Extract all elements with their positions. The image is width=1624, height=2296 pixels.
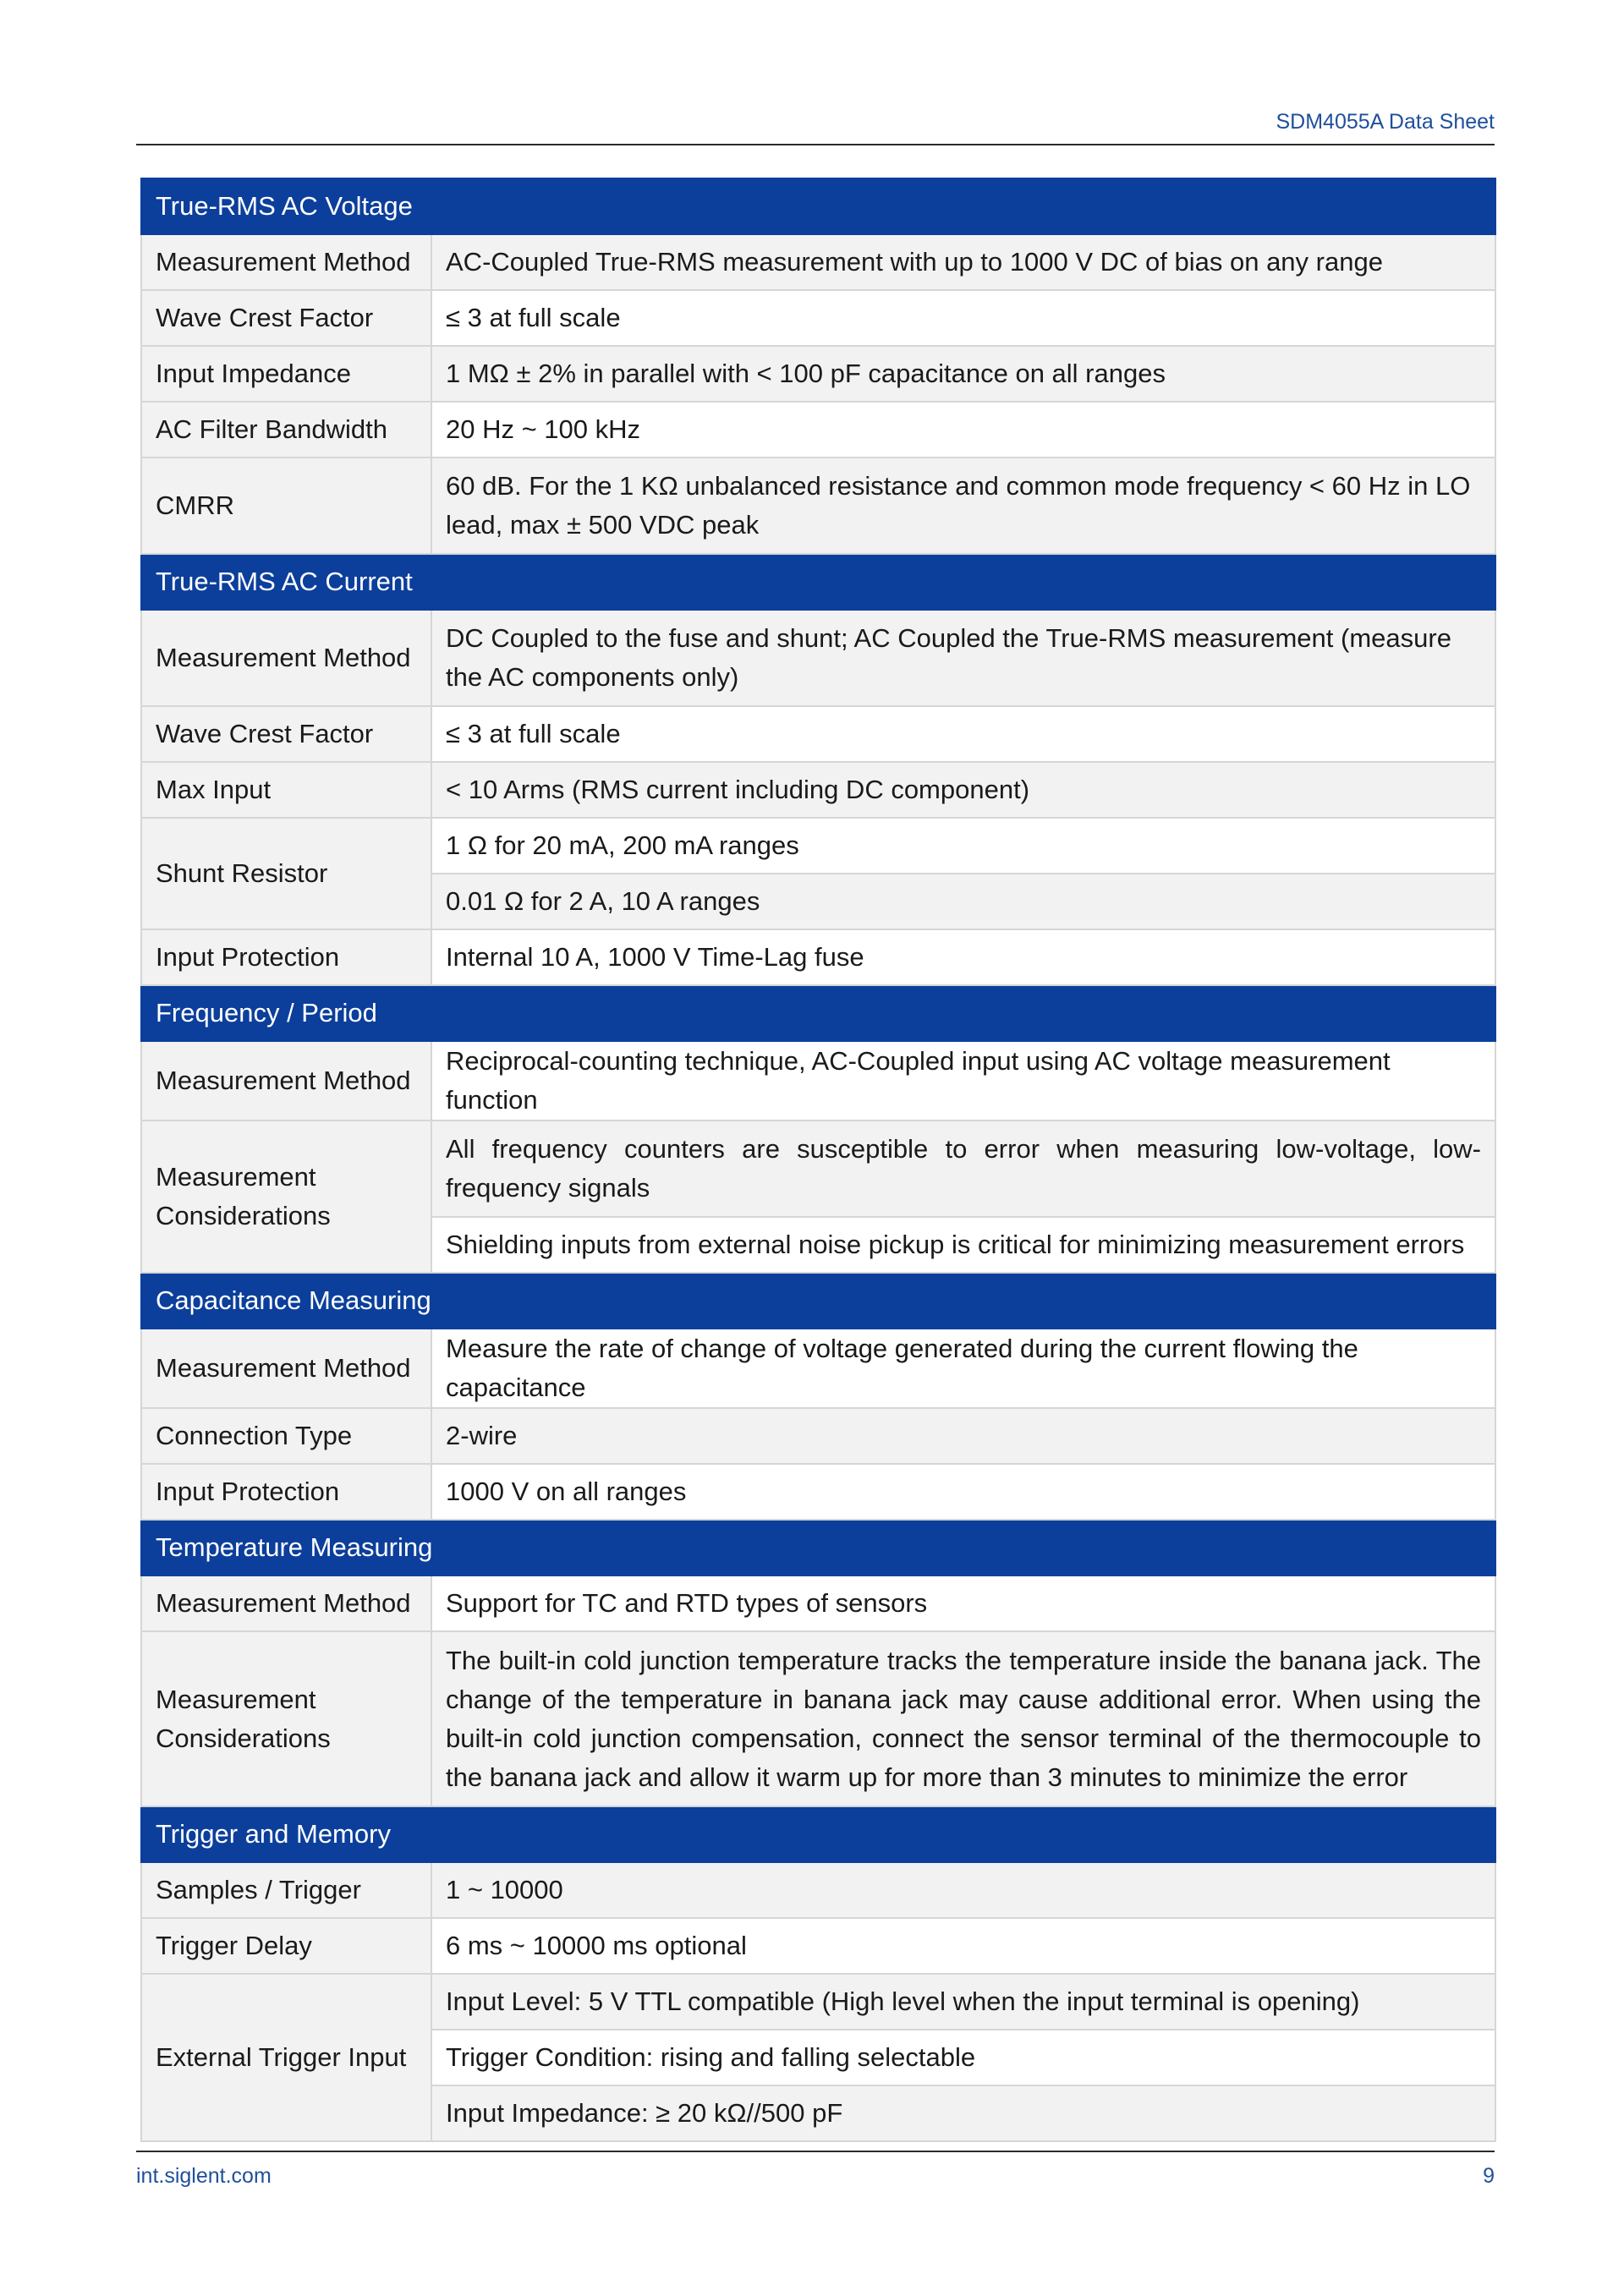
section-header [141, 178, 1495, 234]
page-header [136, 103, 1495, 145]
row-label: Input Protection [141, 929, 431, 985]
section-header [141, 554, 1495, 610]
section-title: Frequency / Period [141, 985, 1495, 1041]
table-row [141, 1329, 1495, 1408]
row-value: Trigger Condition: rising and falling selectable [431, 2030, 1495, 2085]
row-label: Measurement Considerations [141, 1121, 431, 1273]
row-value: Input Level: 5 V TTL compatible (High level when the input terminal is opening) [431, 1974, 1495, 2030]
row-value: 20 Hz ~ 100 kHz [431, 402, 1495, 458]
row-value: 1 MΩ ± 2% in parallel with < 100 pF capacitance on all ranges [431, 346, 1495, 402]
row-label: Connection Type [141, 1408, 431, 1464]
row-label: External Trigger Input [141, 1974, 431, 2141]
row-label: Input Protection [141, 1464, 431, 1520]
row-label: Max Input [141, 762, 431, 818]
row-value: 60 dB. For the 1 KΩ unbalanced resistance and common mode frequency < 60 Hz in LO lead, max ± 500 VDC peak [431, 458, 1495, 554]
row-value: All frequency counters are susceptible to error when measuring low-voltage, low-frequency signals [431, 1121, 1495, 1217]
row-value: Shielding inputs from external noise pickup is critical for minimizing measurement errors [431, 1217, 1495, 1273]
row-label: CMRR [141, 458, 431, 554]
row-label: Measurement Method [141, 1329, 431, 1408]
table-row [141, 458, 1495, 554]
row-label: Measurement Considerations [141, 1631, 431, 1806]
row-label: Wave Crest Factor [141, 290, 431, 346]
row-value: 6 ms ~ 10000 ms optional [431, 1918, 1495, 1974]
table-row [141, 1464, 1495, 1520]
row-value: Internal 10 A, 1000 V Time-Lag fuse [431, 929, 1495, 985]
row-label: Measurement Method [141, 1041, 431, 1121]
row-value: Support for TC and RTD types of sensors [431, 1575, 1495, 1631]
page-number: 9 [1483, 2164, 1495, 2188]
table-row [141, 610, 1495, 706]
section-title: Temperature Measuring [141, 1520, 1495, 1575]
row-value: ≤ 3 at full scale [431, 290, 1495, 346]
row-value: Measure the rate of change of voltage generated during the current flowing the capacitance [431, 1329, 1495, 1408]
row-value: 1 Ω for 20 mA, 200 mA ranges [431, 818, 1495, 874]
table-row [141, 290, 1495, 346]
table-row [141, 1631, 1495, 1806]
row-label: Shunt Resistor [141, 818, 431, 929]
table-row [141, 1862, 1495, 1918]
row-label: Wave Crest Factor [141, 706, 431, 762]
section-header [141, 1806, 1495, 1862]
row-value: 1 ~ 10000 [431, 1862, 1495, 1918]
row-value: Reciprocal-counting technique, AC-Coupled input using AC voltage measurement function [431, 1041, 1495, 1121]
table-row [141, 929, 1495, 985]
table-row [141, 402, 1495, 458]
table-row [141, 1918, 1495, 1974]
table-row [141, 1575, 1495, 1631]
table-row [141, 1408, 1495, 1464]
section-title: Trigger and Memory [141, 1806, 1495, 1862]
row-value: AC-Coupled True-RMS measurement with up to 1000 V DC of bias on any range [431, 234, 1495, 290]
section-header [141, 1520, 1495, 1575]
row-value: Input Impedance: ≥ 20 kΩ//500 pF [431, 2085, 1495, 2141]
row-label: Trigger Delay [141, 1918, 431, 1974]
table-row [141, 1041, 1495, 1121]
section-title: True-RMS AC Current [141, 554, 1495, 610]
row-value: < 10 Arms (RMS current including DC component) [431, 762, 1495, 818]
document-title: SDM4055A Data Sheet [1276, 110, 1495, 134]
section-title: True-RMS AC Voltage [141, 178, 1495, 234]
section-header [141, 1273, 1495, 1329]
section-title: Capacitance Measuring [141, 1273, 1495, 1329]
row-label: Input Impedance [141, 346, 431, 402]
table-row [141, 1974, 1495, 2030]
row-value: 0.01 Ω for 2 A, 10 A ranges [431, 874, 1495, 929]
row-label: Measurement Method [141, 610, 431, 706]
table-row [141, 234, 1495, 290]
section-header [141, 985, 1495, 1041]
row-label: AC Filter Bandwidth [141, 402, 431, 458]
table-row [141, 818, 1495, 874]
page-footer [136, 2151, 1495, 2188]
row-value: DC Coupled to the fuse and shunt; AC Coupled the True-RMS measurement (measure the AC components only) [431, 610, 1495, 706]
table-row [141, 706, 1495, 762]
website-link[interactable]: int.siglent.com [136, 2164, 272, 2188]
row-value: 2-wire [431, 1408, 1495, 1464]
row-label: Samples / Trigger [141, 1862, 431, 1918]
spec-table [140, 178, 1496, 2142]
row-value: The built-in cold junction temperature tracks the temperature inside the banana jack. The change of the temperature in banana jack may cause additional error. When using the built-in cold junction compensation, connect the sensor terminal of the thermocouple to the banana jack and allow it warm up for more than 3 minutes to minimize the error [431, 1631, 1495, 1806]
row-value: 1000 V on all ranges [431, 1464, 1495, 1520]
table-row [141, 762, 1495, 818]
table-row [141, 1121, 1495, 1217]
table-row [141, 346, 1495, 402]
row-label: Measurement Method [141, 234, 431, 290]
row-value: ≤ 3 at full scale [431, 706, 1495, 762]
row-label: Measurement Method [141, 1575, 431, 1631]
